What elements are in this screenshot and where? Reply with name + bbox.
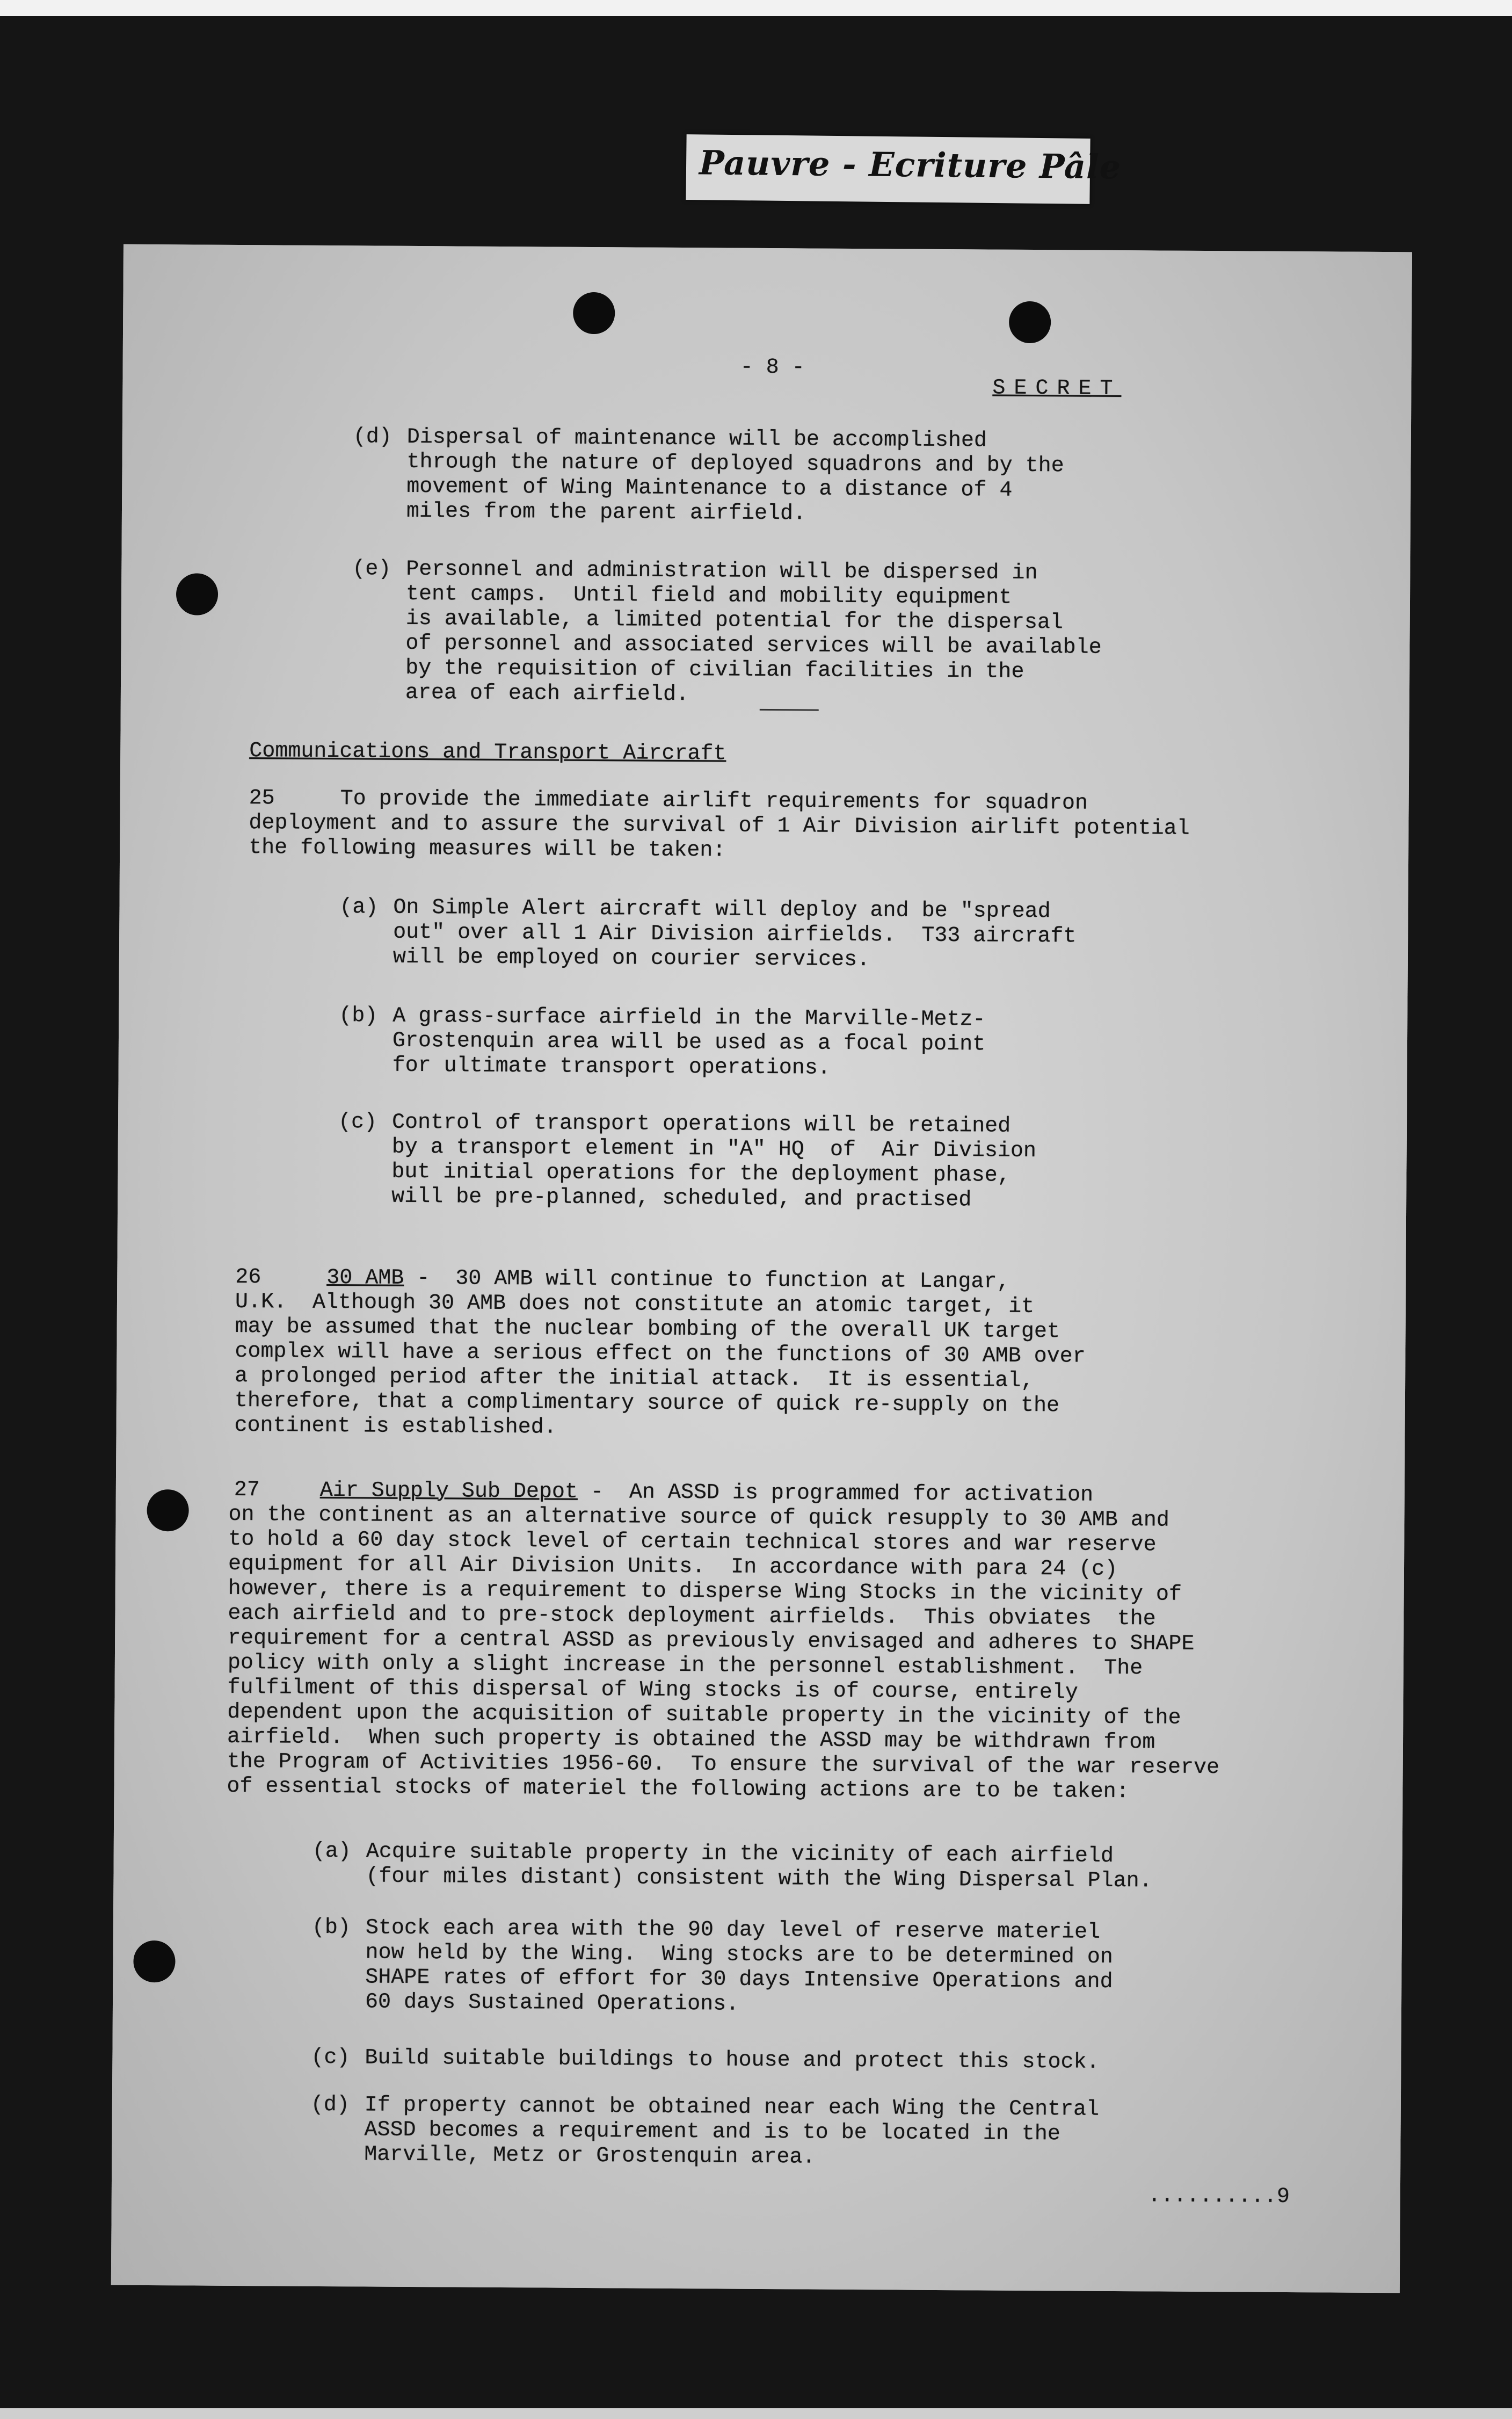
item-text: Acquire suitable property in the vicinity of each airfield (four miles distant) consistent with the Wing Dispersal Plan. (366, 1839, 1152, 1894)
paragraph-title: 30 AMB (326, 1266, 404, 1291)
paragraph-first-line (326, 1266, 1009, 1295)
item-text: Stock each area with the 90 day level of reserve materiel now held by the Wing. Wing stocks are to be determined on SHAPE rates of effort for 30 days Intensive Operations and 60 days Sustained Operations. (365, 1916, 1113, 2017)
item-label: (a) (312, 1839, 351, 1864)
section-heading: Communications and Transport Aircraft (249, 739, 726, 766)
paragraph-body: on the continent as an alternative source of quick resupply to 30 AMB and to hold a 60 day stock level of certain technical stores and war reserve equipment for all Air Division Units. In accordance with para 24 (c) however, there is a requirement to disperse Wing Stocks in the vicinity of each airfield and to pre-stock deployment airfields. This obviates the requirement for a central ASSD as previously envisaged and adheres to SHAPE policy with only a slight increase in the personnel establishment. The fulfilment of this dispersal of Wing stocks is of course, entirely dependent upon the acquisition of suitable property in the vicinity of the airfield. When such property is obtained the ASSD may be withdrawn from the Program of Activities 1956-60. To ensure the survival of the war reserve of essential stocks of materiel the following actions are to be taken: (227, 1502, 1220, 1805)
punch-hole (133, 1940, 175, 1982)
item-text: Control of transport operations will be retained by a transport element in "A" HQ of Air Division but initial operations for the deployment phase, will be pre-planned, scheduled, and practised (391, 1110, 1037, 1213)
item-text: On Simple Alert aircraft will deploy and be "spread out" over all 1 Air Division airfields. T33 aircraft will be employed on courier services. (392, 895, 1077, 973)
archive-label-text: Pauvre - Ecriture Pâle (699, 143, 1122, 187)
paragraph-number: 27 (234, 1478, 260, 1503)
classification-marking: SECRET (992, 376, 1122, 402)
paragraph-text: To provide the immediate airlift requirements for squadron (340, 787, 1088, 816)
paragraph-number: 26 (235, 1265, 261, 1290)
page-number: - 8 - (740, 355, 805, 380)
punch-hole (1009, 301, 1051, 343)
punch-hole (176, 573, 218, 615)
item-label: (e) (352, 557, 391, 582)
punch-hole (573, 292, 615, 334)
item-text: If property cannot be obtained near each Wing the Central ASSD becomes a requirement and is to be located in the Marville, Metz or Grostenquin area. (364, 2093, 1100, 2170)
document-page (111, 244, 1412, 2293)
item-text: Build suitable buildings to house and protect this stock. (365, 2046, 1100, 2075)
paragraph-number: 25 (249, 786, 275, 811)
film-frame-bottom (0, 2408, 1512, 2419)
item-text: Personnel and administration will be dispersed in tent camps. Until field and mobility equipment is available, a limited potential for the dispersal of personnel and associated services will be available by the requisition of civilian facilities in the area of each airfield. (405, 557, 1102, 707)
item-label: (a) (339, 895, 379, 920)
item-label: (c) (311, 2045, 350, 2070)
archive-label-slip (686, 134, 1122, 204)
item-label: (d) (353, 425, 392, 450)
continuation-marker: ..........9 (1147, 2184, 1290, 2210)
paragraph-text: - An ASSD is programmed for activation (577, 1480, 1094, 1508)
item-label: (b) (311, 1915, 351, 1940)
item-text: A grass-surface airfield in the Marville-Metz- Grostenquin area will be used as a focal point for ultimate transport operations. (392, 1004, 986, 1081)
item-label: (c) (338, 1110, 377, 1135)
punch-hole (147, 1489, 188, 1531)
item-label: (b) (339, 1004, 378, 1029)
pen-mark (760, 709, 819, 711)
film-frame-top (0, 0, 1512, 16)
paragraph-title: Air Supply Sub Depot (319, 1478, 578, 1504)
paragraph-body: U.K. Although 30 AMB does not constitute an atomic target, it may be assumed that the nuclear bombing of the overall UK target complex will have a serious effect on the functions of 30 AMB over a prolonged period after the initial attack. It is essential, therefore, that a complimentary source of quick re-supply on the continent is established. (234, 1290, 1086, 1440)
item-label: (d) (310, 2092, 350, 2118)
item-text: Dispersal of maintenance will be accomplished through the nature of deployed squadrons and by the movement of Wing Maintenance to a distance of 4 miles from the parent airfield. (406, 425, 1064, 526)
paragraph-text: deployment and to assure the survival of 1 Air Division airlift potential the following measures will be taken: (249, 811, 1190, 863)
paragraph-text: - 30 AMB will continue to function at Langar, (404, 1266, 1010, 1294)
